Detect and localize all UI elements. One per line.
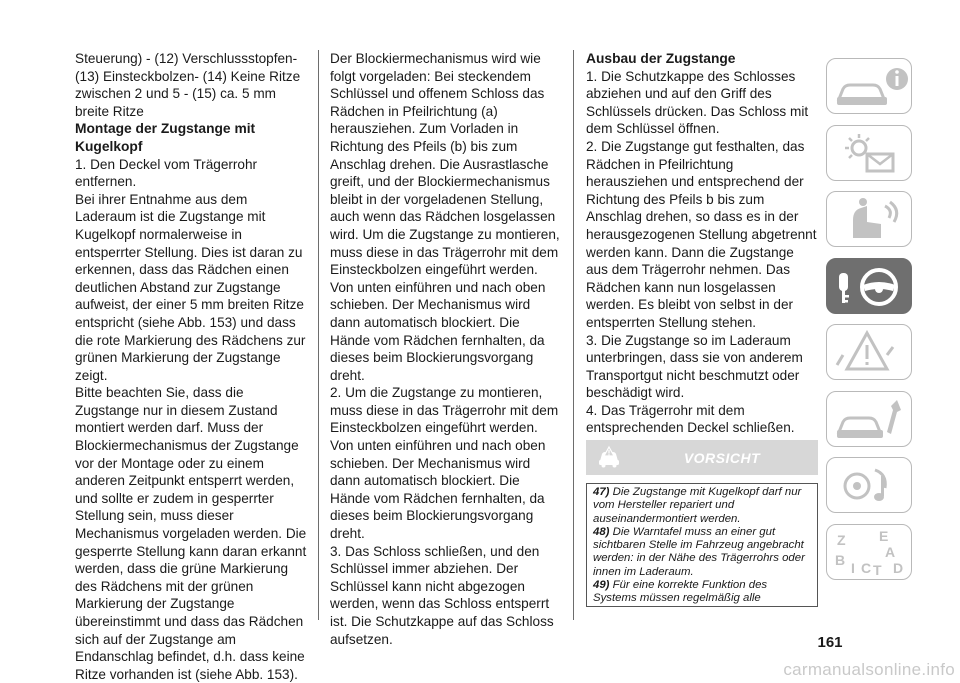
index-letter-d: D: [893, 559, 904, 576]
tab-safety[interactable]: [826, 191, 912, 247]
tab-emergency[interactable]: [826, 324, 912, 380]
tab-service[interactable]: [826, 391, 912, 447]
paragraph: 3. Die Zugstange so im Laderaum unterbringen, dass sie von anderem Transportgut nicht beschmutzt oder beschädigt wird.: [586, 332, 803, 401]
warning-item: [593, 526, 809, 579]
tab-dashboard-lights[interactable]: [826, 125, 912, 181]
warning-box: [586, 440, 818, 607]
paragraph: 2. Um die Zugstange zu montieren, muss diese in das Trägerrohr mit dem Einsteckbolzen eingeführt werden. Von unten einführen und nach oben schieben. Der Mechanismus wird dann automatisch blockiert. Die Hände vom Rädchen fernhalten, da dieses beim Blockierungsvorgang dreht.: [330, 385, 559, 542]
index-letter-b: B: [835, 551, 846, 568]
tab-multimedia[interactable]: [826, 457, 912, 513]
warning-body: [586, 483, 818, 607]
tab-car-info[interactable]: [826, 58, 912, 114]
index-letter-e: E: [879, 527, 889, 544]
index-letter-t: T: [873, 561, 882, 578]
dashboard-lights-mail-icon: [827, 126, 913, 182]
index-letter-i: I: [851, 559, 855, 576]
column-right: [586, 50, 818, 437]
warning-item-text: Die Warntafel muss an einer gut sichtbaren Stelle im Fahrzeug angebracht werden: in der Nähe des Trägerrohrs oder innen im Laderaum.: [593, 525, 805, 578]
paragraph: 4. Das Trägerrohr mit dem entsprechenden Deckel schließen.: [586, 402, 795, 436]
road-warning-icon: [827, 325, 913, 381]
warning-item-number: 47): [593, 486, 610, 498]
warning-item-text: Für eine korrekte Funktion des Systems müssen regelmäßig alle: [593, 579, 768, 605]
watermark: carmanualsonline.info: [783, 660, 955, 679]
column-divider: [573, 50, 574, 620]
tab-starting-driving[interactable]: [826, 258, 912, 314]
column-left: [75, 50, 307, 683]
warning-title: VORSICHT: [683, 450, 761, 466]
section-heading-ausbau: Ausbau der Zugstange: [586, 51, 736, 66]
paragraph: 1. Die Schutzkappe des Schlosses abziehen und auf den Griff des Schlüssels drücken. Das Schloss mit dem Schlüssel öffnen.: [586, 68, 809, 137]
warning-item: [593, 579, 809, 606]
car-service-wrench-icon: [827, 392, 913, 448]
settings-music-icon: [827, 458, 913, 514]
paragraph: Der Blockiermechanismus wird wie folgt vorgeladen: Bei steckendem Schlüssel und offenem Schloss das Rädchen in Pfeilrichtung (a) herausziehen. Zum Vorladen in Richtung des Pfeils (b) bis zum Anschlag drehen. Die Ausrastlasche greift, und der Blockiermechanismus bleibt in der vorgeladenen Stellung, auch wenn das Rädchen losgelassen wird. Um die Zugstange zu montieren, muss diese in das Trägerrohr mit dem Einsteckbolzen eingeführt werden. Von unten einführen und nach oben schieben. Der Mechanismus wird dann automatisch blockiert. Die Hände vom Rädchen fernhalten, da dieses beim Blockierungsvorgang dreht.: [330, 51, 560, 383]
paragraph: Bitte beachten Sie, dass die Zugstange nur in diesem Zustand montiert werden darf. Muss der Blockiermechanismus der Zugstange vor der Montage oder zu einem anderen Zeitpunkt entsperrt werden, und sollte er zudem in gesperrter Stellung sein, muss dieser Mechanismus vorgeladen werden. Die gesperrte Stellung kann daran erkannt werden, dass die grüne Markierung des Rädchens mit der grünen Markierung der Zugstange übereinstimmt und dass das Rädchen sich auf der Zugstange am Endanschlag befindet, d.h. dass keine Ritze vorhanden ist (siehe Abb. 153).: [75, 385, 307, 682]
index-letter-c: C: [861, 559, 872, 576]
paragraph: 3. Das Schloss schließen, und den Schlüssel immer abziehen. Der Schlüssel kann nicht abgezogen werden, wenn das Schloss entsperrt ist. Die Schutzkappe auf das Schloss aufsetzen.: [330, 543, 554, 647]
paragraph: 2. Die Zugstange gut festhalten, das Rädchen in Pfeilrichtung herausziehen und entsprechend der Richtung des Pfeils b bis zum Anschlag drehen, so dass es in der herausgezogenen Stellung abgetrennt werden kann. Dann die Zugstange aus dem Trägerrohr nehmen. Das Rädchen kann nun losgelassen werden. Es bleibt von selbst in der entsperrten Stellung stehen.: [586, 138, 817, 330]
index-letter-a: A: [885, 543, 896, 560]
index-letter-z: Z: [837, 531, 846, 548]
key-steering-wheel-icon: [827, 259, 913, 315]
warning-item: [593, 486, 809, 526]
chapter-tabs: [826, 58, 912, 590]
tab-index[interactable]: [826, 524, 912, 580]
alphabet-index-icon: [827, 525, 913, 581]
car-info-icon: [827, 59, 913, 115]
warning-item-text: Die Zugstange mit Kugelkopf darf nur vom Hersteller repariert und auseinandermontiert werden.: [593, 486, 802, 525]
section-heading-montage: Montage der Zugstange mit Kugelkopf: [75, 121, 256, 154]
paragraph: 1. Den Deckel vom Trägerrohr entfernen.: [75, 156, 258, 190]
seat-airbag-icon: [827, 192, 913, 248]
column-divider: [318, 50, 319, 620]
figure-legend: Steuerung) - (12) Verschlussstopfen- (13) Einsteckbolzen- (14) Keine Ritze zwischen 2 und 5 - (15) ca. 5 mm breite Ritze: [75, 51, 301, 119]
page-number: 161: [817, 634, 843, 651]
warning-item-number: 48): [593, 525, 610, 538]
warning-header: [586, 440, 818, 475]
warning-item-number: 49): [593, 579, 610, 592]
column-middle: [330, 50, 562, 648]
paragraph: Bei ihrer Entnahme aus dem Laderaum ist die Zugstange mit Kugelkopf normalerweise in entsperrter Stellung. Dies ist daran zu erkennen, dass das Rädchen einen deutlichen Abstand zur Zugstange aufweist, der einer 5 mm breiten Ritze entspricht (siehe Abb. 153) und dass die rote Markierung des Rädchens zur grünen Markierung der Zugstange zeigt.: [75, 191, 306, 383]
